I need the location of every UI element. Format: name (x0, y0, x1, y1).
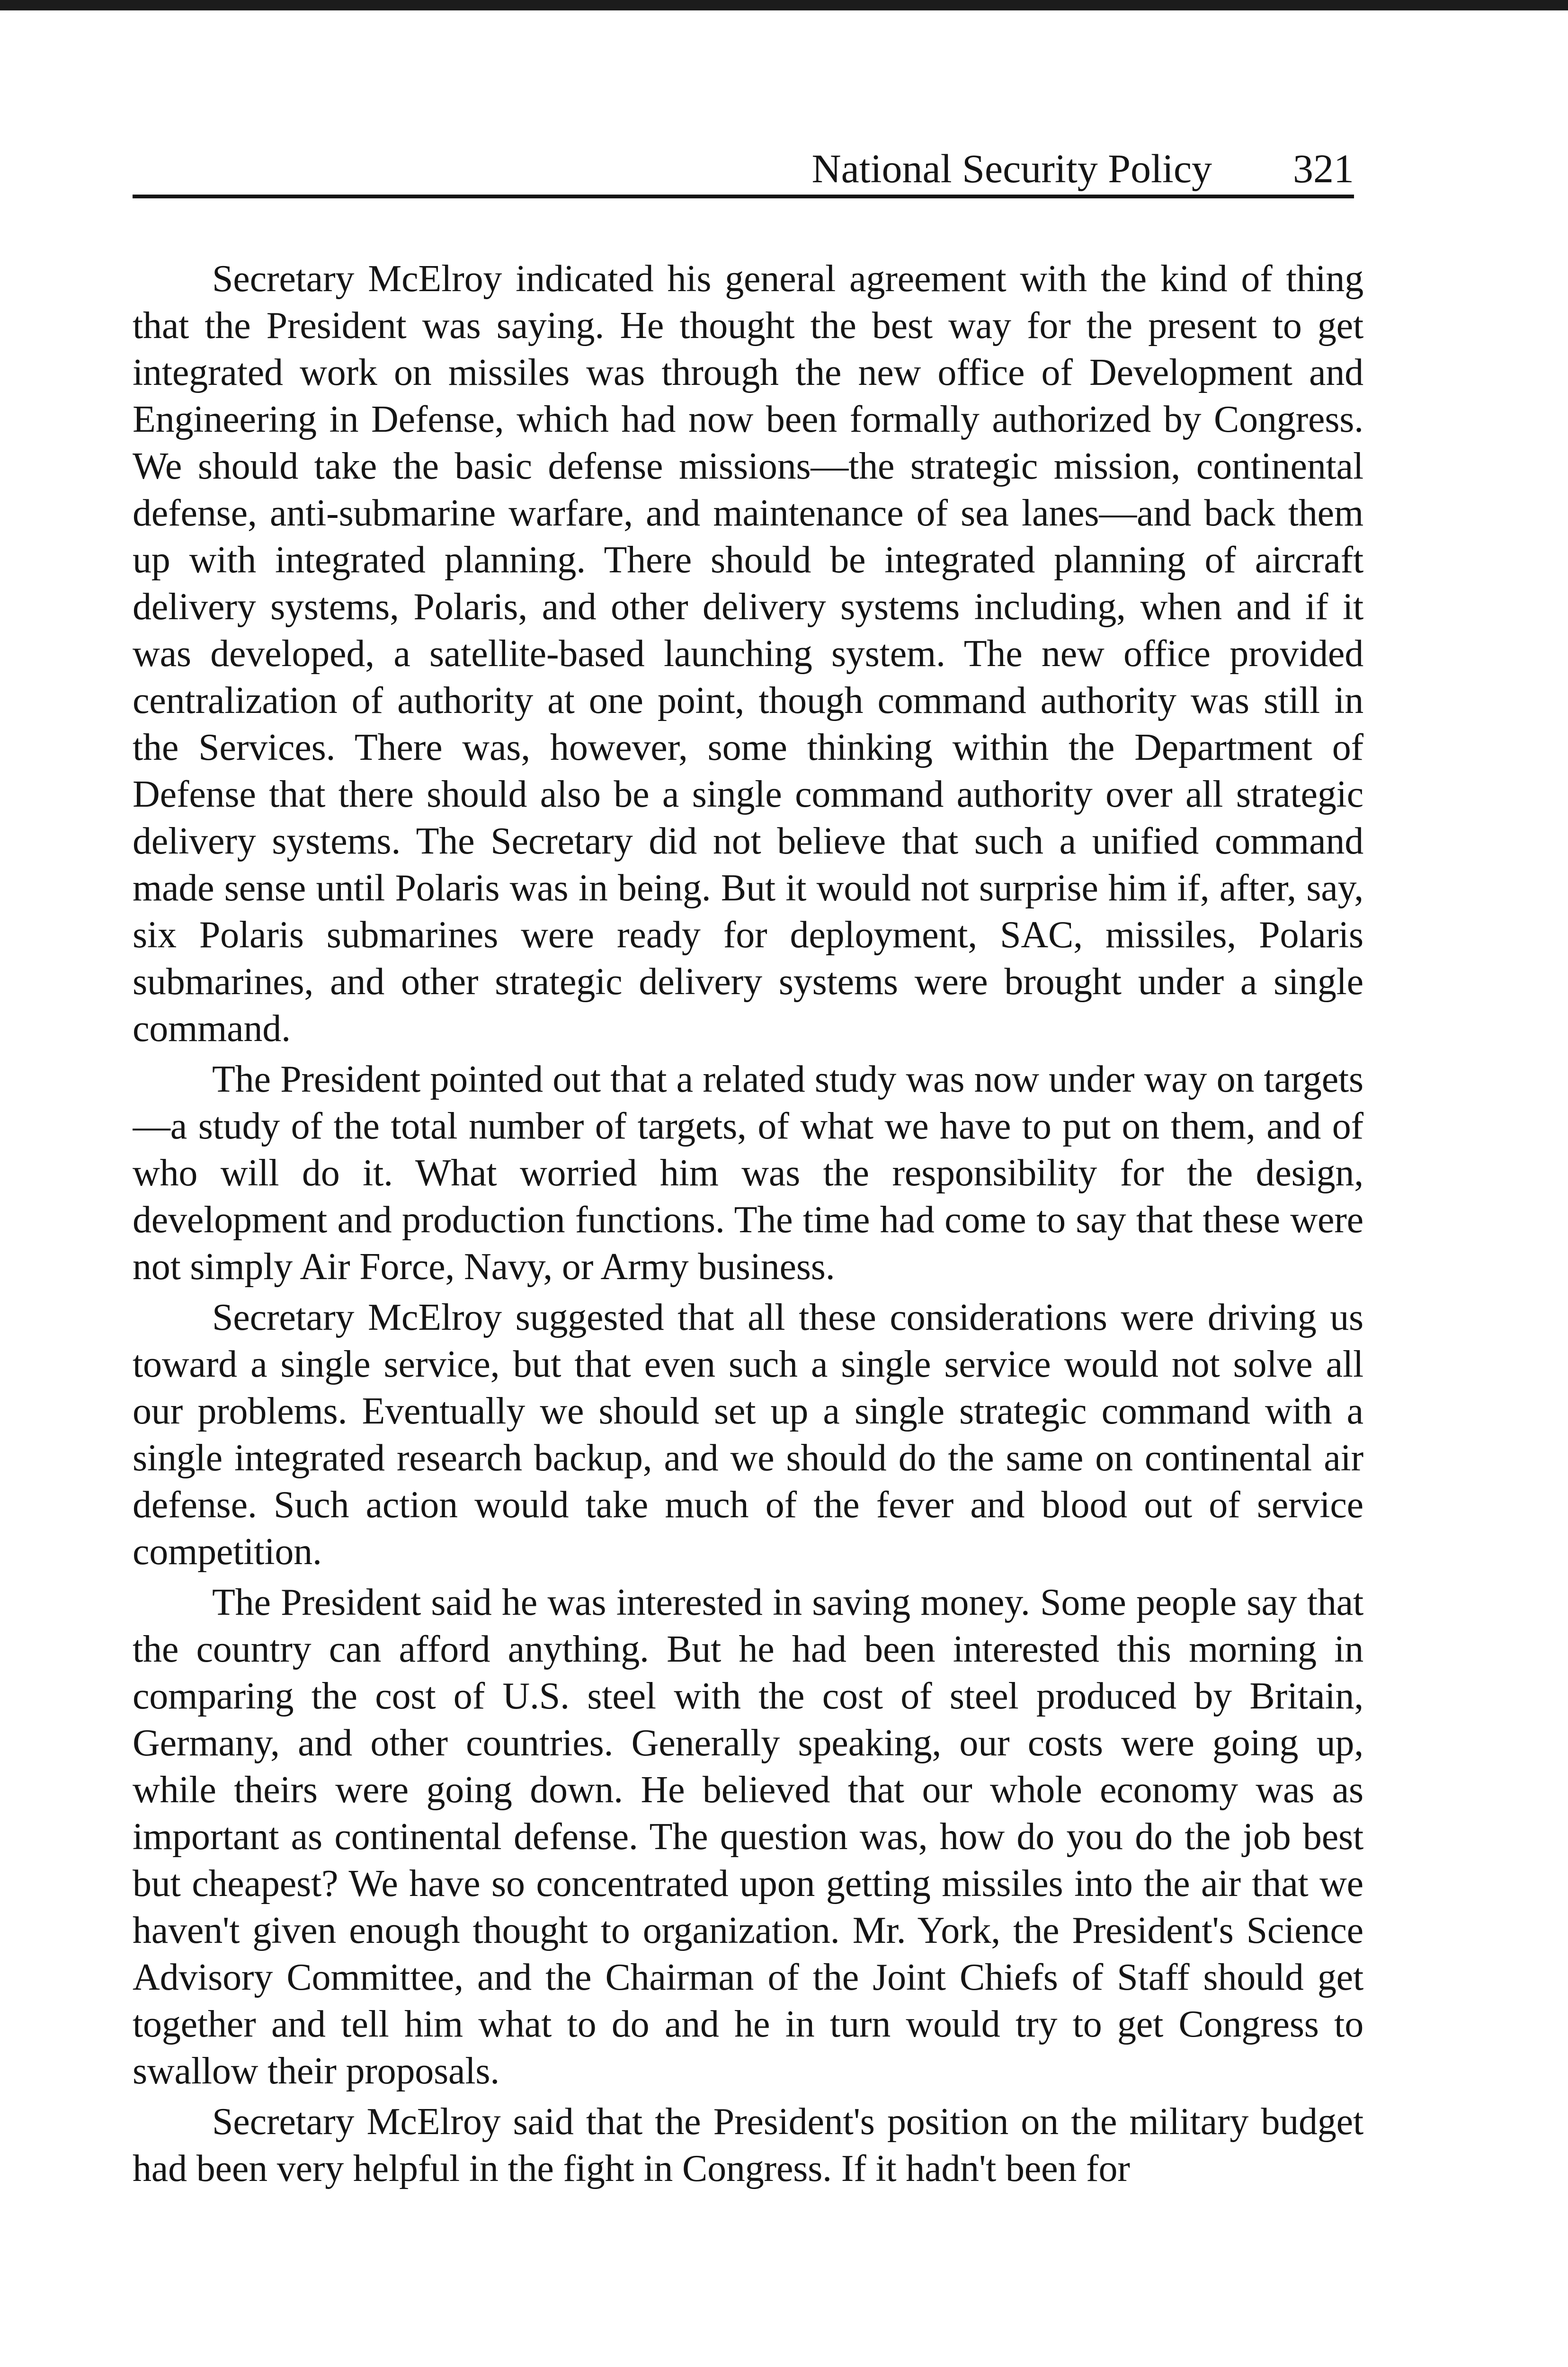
paragraph-4: The President said he was interested in saving money. Some people say that the country can afford anything. But he had been interested this morning in comparing the cost of U.S. steel with the cost of steel produced by Britain, Germany, and other countries. Generally speaking, our costs were going up, while theirs were going down. He believed that our whole economy was as important as continental defense. The question was, how do you do the job best but cheapest? We have so concentrated upon getting missiles into the air that we haven't given enough thought to organization. Mr. York, the President's Science Advisory Committee, and the Chairman of the Joint Chiefs of Staff should get together and tell him what to do and he in turn would try to get Congress to swallow their proposals. (133, 1582, 1363, 2092)
page-number: 321 (1293, 146, 1354, 191)
paragraph-2: The President pointed out that a related study was now under way on targets—a study of the total number of targets, of what we have to put on them, and of who will do it. What worried him was the responsibility for the design, development and production functions. The time had come to say that these were not simply Air Force, Navy, or Army business. (133, 1059, 1363, 1288)
header-rule (133, 195, 1354, 198)
running-head (133, 135, 1354, 196)
paragraph-1: Secretary McElroy indicated his general agreement with the kind of thing that the President was saying. He thought the best way for the present to get integrated work on missiles was through the new office of Development and Engineering in Defense, which had now been formally authorized by Congress. We should take the basic defense missions—the strategic mission, continental defense, anti-submarine warfare, and maintenance of sea lanes—and back them up with integrated planning. There should be integrated planning of aircraft delivery systems, Polaris, and other delivery systems including, when and if it was developed, a satellite-based launching system. The new office provided centralization of authority at one point, though command authority was still in the Services. There was, however, some thinking within the Department of Defense that there should also be a single command authority over all strategic delivery systems. The Secretary did not believe that such a unified command made sense until Polaris was in being. But it would not surprise him if, after, say, six Polaris submarines were ready for deployment, SAC, missiles, Polaris submarines, and other strategic delivery systems were brought under a single command. (133, 258, 1363, 1050)
scan-top-edge (0, 0, 1568, 10)
paragraph-5: Secretary McElroy said that the President's position on the military budget had been very helpful in the fight in Congress. If it hadn't been for (133, 2101, 1363, 2189)
body-text (133, 256, 1363, 2367)
running-head-title: National Security Policy (811, 146, 1212, 191)
paragraph-3: Secretary McElroy suggested that all these considerations were driving us toward a single service, but that even such a single service would not solve all our problems. Eventually we should set up a single strategic command with a single integrated research backup, and we should do the same on continental air defense. Such action would take much of the fever and blood out of service competition. (133, 1297, 1363, 1573)
